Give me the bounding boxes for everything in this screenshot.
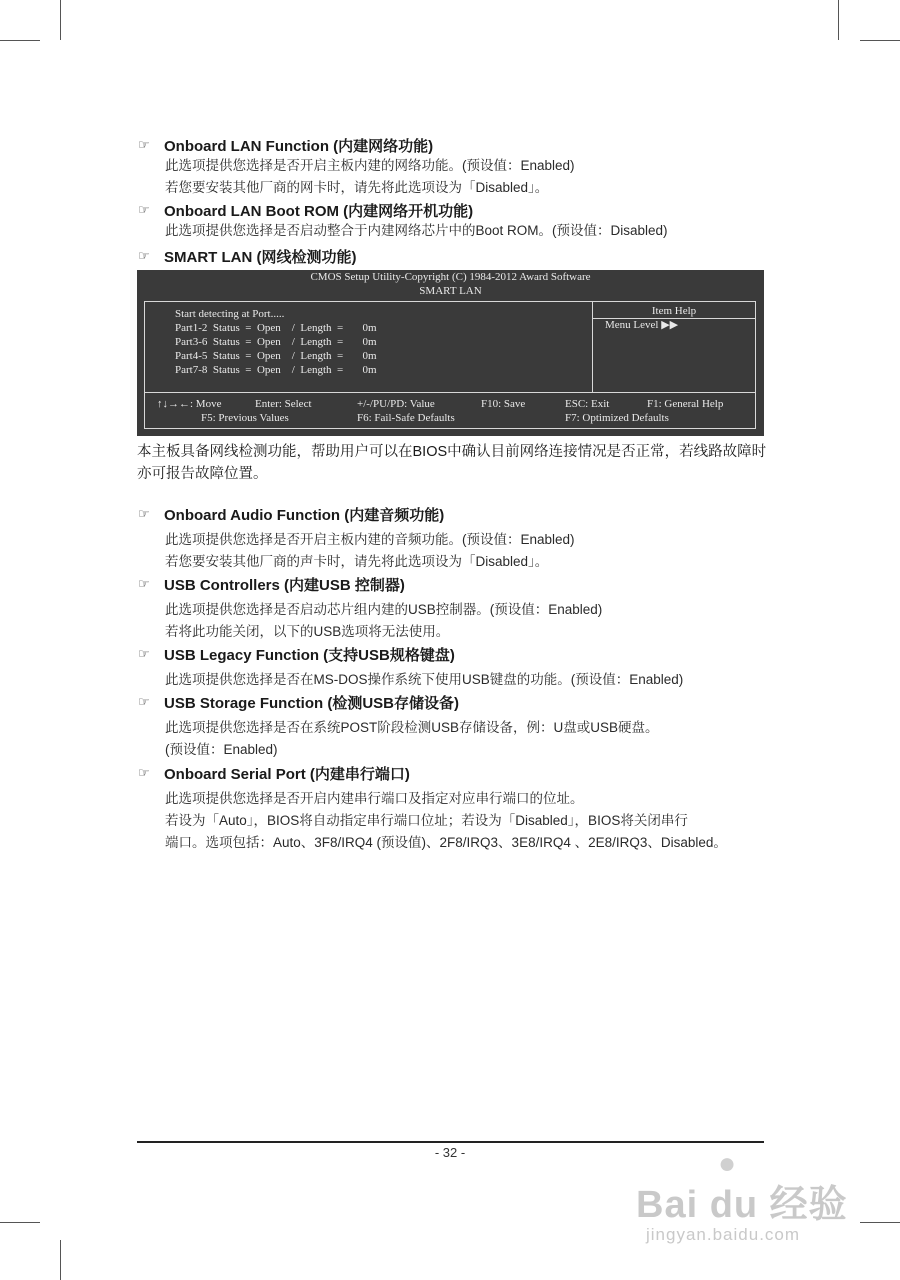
section-usb-legacy-function: [138, 644, 768, 691]
section-heading: USB Storage Function (检测USB存储设备): [164, 694, 459, 712]
bios-port-status: Part1-2 Status = Open / Length = 0m: [175, 322, 377, 334]
section-onboard-lan-boot-rom: [138, 200, 768, 242]
smart-lan-description: 本主板具备网线检测功能，帮助用户可以在BIOS中确认目前网络连接情况是否正常，若线路故障时亦可报告故障位置。: [137, 444, 767, 482]
paragraph-line: (预设值：Enabled): [165, 742, 278, 757]
bios-help-pane: [593, 302, 755, 392]
paragraph-line: 此选项提供您选择是否开启主板内建的网络功能。(预设值：Enabled): [165, 158, 575, 173]
paw-icon: ●: [718, 1147, 737, 1180]
bios-key-optimized: F7: Optimized Defaults: [565, 412, 669, 424]
paragraph-line: 此选项提供您选择是否开启主板内建的音频功能。(预设值：Enabled): [165, 532, 575, 547]
crop-mark: [860, 1222, 900, 1223]
section-onboard-audio-function: [138, 504, 768, 573]
watermark-url: jingyan.baidu.com: [646, 1225, 801, 1244]
divider: [145, 392, 755, 393]
bios-detect-line: Start detecting at Port.....: [175, 308, 285, 320]
paragraph-line: 端口。选项包括：Auto、3F8/IRQ4 (预设值)、2F8/IRQ3、3E8/IRQ4 、2E8/IRQ3、Disabled。: [165, 835, 727, 850]
bios-port-status: Part7-8 Status = Open / Length = 0m: [175, 364, 377, 376]
section-smart-lan: [138, 246, 768, 266]
bios-frame: [144, 301, 756, 429]
section-usb-storage-function: [138, 692, 768, 761]
paragraph-line: 若您要安装其他厂商的网卡时，请先将此选项设为「Disabled」。: [165, 180, 549, 195]
paragraph-line: 若将此功能关闭，以下的USB选项将无法使用。: [165, 624, 450, 639]
pointing-hand-icon: ☞: [138, 506, 150, 521]
crop-mark: [60, 0, 61, 40]
bios-key-exit: ESC: Exit: [565, 398, 610, 410]
section-heading: Onboard Audio Function (内建音频功能): [164, 506, 445, 524]
bios-key-failsafe: F6: Fail-Safe Defaults: [357, 412, 455, 424]
paragraph-line: 此选项提供您选择是否启动整合于内建网络芯片中的Boot ROM。(预设值：Disabled): [165, 223, 668, 238]
page-number: - 32 -: [434, 1145, 466, 1160]
pointing-hand-icon: ☞: [138, 202, 150, 217]
paragraph-line: 若您要安装其他厂商的声卡时，请先将此选项设为「Disabled」。: [165, 554, 549, 569]
section-heading: USB Controllers (内建USB 控制器): [164, 576, 405, 594]
section-onboard-serial-port: [138, 763, 768, 854]
bios-port-status: Part3-6 Status = Open / Length = 0m: [175, 336, 377, 348]
bios-title: CMOS Setup Utility-Copyright (C) 1984-2012 Award Software: [310, 271, 591, 283]
crop-mark: [0, 40, 40, 41]
crop-mark: [0, 1222, 40, 1223]
bios-screenshot: [137, 270, 764, 436]
section-usb-controllers: [138, 574, 768, 643]
bios-key-prev: F5: Previous Values: [201, 412, 289, 424]
bios-subtitle: SMART LAN: [419, 285, 482, 297]
watermark-logo: Bai du 经验: [636, 1184, 848, 1226]
pointing-hand-icon: ☞: [138, 694, 150, 709]
crop-mark: [60, 1240, 61, 1280]
section-heading: USB Legacy Function (支持USB规格键盘): [164, 646, 455, 664]
bios-item-help: Item Help: [593, 305, 755, 319]
section-heading: Onboard LAN Boot ROM (内建网络开机功能): [164, 202, 474, 220]
bios-main-pane: [145, 302, 593, 392]
paragraph-line: 此选项提供您选择是否启动芯片组内建的USB控制器。(预设值：Enabled): [165, 602, 603, 617]
bios-key-help: F1: General Help: [647, 398, 724, 410]
footer-rule: [137, 1141, 764, 1143]
bios-key-enter: Enter: Select: [255, 398, 312, 410]
bios-key-move: ↑↓→←: Move: [157, 398, 222, 410]
pointing-hand-icon: ☞: [138, 765, 150, 780]
bios-menu-level: Menu Level ▶▶: [605, 319, 679, 331]
baidu-jingyan-watermark: [636, 1145, 856, 1255]
pointing-hand-icon: ☞: [138, 137, 150, 152]
paragraph-line: 此选项提供您选择是否在系统POST阶段检测USB存储设备，例：U盘或USB硬盘。: [165, 720, 659, 735]
bios-key-save: F10: Save: [481, 398, 526, 410]
section-heading: SMART LAN (网线检测功能): [164, 248, 357, 266]
bios-port-status: Part4-5 Status = Open / Length = 0m: [175, 350, 377, 362]
pointing-hand-icon: ☞: [138, 576, 150, 591]
section-onboard-lan-function: [138, 135, 768, 199]
paragraph-line: 若设为「Auto」，BIOS将自动指定串行端口位址；若设为「Disabled」，BIOS将关闭串行: [165, 813, 688, 828]
bios-key-value: +/-/PU/PD: Value: [357, 398, 435, 410]
crop-mark: [860, 40, 900, 41]
section-heading: Onboard Serial Port (内建串行端口): [164, 765, 410, 783]
crop-mark: [838, 0, 839, 40]
pointing-hand-icon: ☞: [138, 646, 150, 661]
paragraph-line: 此选项提供您选择是否开启内建串行端口及指定对应串行端口的位址。: [165, 791, 584, 806]
pointing-hand-icon: ☞: [138, 248, 150, 263]
paragraph-line: 此选项提供您选择是否在MS-DOS操作系统下使用USB键盘的功能。(预设值：Enabled): [165, 672, 684, 687]
section-heading: Onboard LAN Function (内建网络功能): [164, 137, 434, 155]
